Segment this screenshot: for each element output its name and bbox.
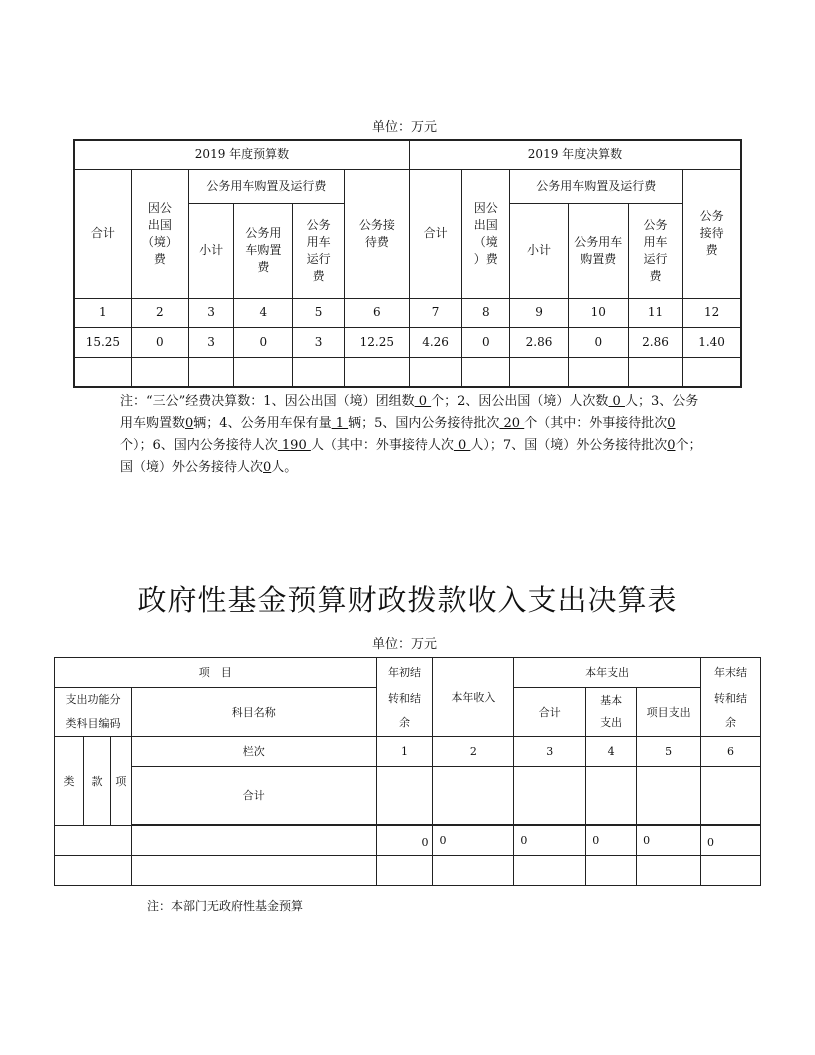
col-reception-final: 公务 接待 费 [683, 169, 741, 298]
zero-value: 0 [376, 826, 433, 856]
col-number: 2 [131, 298, 188, 327]
col-abroad-final: 因公 出国 （境 ）费 [462, 169, 510, 298]
col-total-final: 合计 [409, 169, 461, 298]
value-cell: 3 [189, 327, 234, 357]
value-cell: 4.26 [409, 327, 461, 357]
col-number: 3 [189, 298, 234, 327]
item-header: 项 目 [55, 658, 377, 688]
expense-group-header: 本年支出 [514, 658, 701, 688]
col-number: 8 [462, 298, 510, 327]
column-number-row [74, 298, 741, 327]
col-car-group-budget: 公务用车购置及运行费 [189, 169, 345, 203]
col-car-run-final: 公务 用车 运行 费 [628, 203, 682, 298]
zero-value: 0 [701, 826, 761, 856]
fund-table-title: 政府性基金预算财政拨款收入支出决算表 [137, 583, 678, 617]
zero-value: 0 [433, 826, 514, 856]
col-car-buy-final: 公务用车 购置费 [568, 203, 628, 298]
expense-total-header: 合计 [514, 688, 586, 737]
col-subtotal-budget: 小计 [189, 203, 234, 298]
expense-project-header: 项目支出 [637, 688, 701, 737]
row-number: 3 [514, 737, 586, 767]
col-reception-budget: 公务接 待费 [344, 169, 409, 298]
value-cell: 0 [568, 327, 628, 357]
zero-value: 0 [637, 826, 701, 856]
col-number: 6 [344, 298, 409, 327]
col-total-budget: 合计 [74, 169, 131, 298]
government-fund-table [54, 657, 761, 886]
empty-row [74, 357, 741, 387]
col-abroad-budget: 因公 出国 （境） 费 [131, 169, 188, 298]
col-number: 10 [568, 298, 628, 327]
name-header: 科目名称 [131, 688, 376, 737]
col-number: 4 [234, 298, 293, 327]
code-header: 支出功能分 类科目编码 [55, 688, 132, 737]
row-number: 5 [637, 737, 701, 767]
row-number: 6 [701, 737, 761, 767]
col-number: 11 [628, 298, 682, 327]
income-header: 本年收入 [433, 658, 514, 737]
value-row [74, 327, 741, 357]
row-number: 4 [586, 737, 637, 767]
col-number: 1 [74, 298, 131, 327]
three-public-note: 注：“三公”经费决算数：1、因公出国（境）团组数 0 个；2、因公出国（境）人次数 0 人；3、公务用车购置数0辆；4、公务用车保有量 1 辆；5、国内公务接待批次 20 个（其中：外事接待批次0个）；6、国内公务接待人次 190 人（其中：外事接待人次 0 人）；7、国（境）外公务接待批次0个；国（境）外公务接待人次0人。 [120, 394, 702, 475]
col-number: 12 [683, 298, 741, 327]
final-header: 2019 年度决算数 [409, 140, 741, 169]
col-car-run-budget: 公务 用车 运行 费 [293, 203, 344, 298]
col-number: 5 [293, 298, 344, 327]
budget-header: 2019 年度预算数 [74, 140, 409, 169]
col-kuan: 款 [83, 737, 110, 826]
begin-balance-header: 年初结 转和结 余 [376, 658, 433, 737]
fund-note: 注：本部门无政府性基金预算 [147, 899, 304, 913]
value-cell: 12.25 [344, 327, 409, 357]
expense-basic-header: 基本 支出 [586, 688, 637, 737]
value-cell: 2.86 [510, 327, 568, 357]
col-xiang: 项 [110, 737, 131, 826]
col-car-buy-budget: 公务用 车购置 费 [234, 203, 293, 298]
zero-row [55, 826, 761, 856]
row-number: 2 [433, 737, 514, 767]
row-number: 1 [376, 737, 433, 767]
value-cell: 0 [462, 327, 510, 357]
col-lei: 类 [55, 737, 84, 826]
value-cell: 15.25 [74, 327, 131, 357]
end-balance-header: 年末结 转和结 余 [701, 658, 761, 737]
value-cell: 3 [293, 327, 344, 357]
three-public-expense-table [73, 139, 742, 388]
col-car-group-final: 公务用车购置及运行费 [510, 169, 683, 203]
value-cell: 2.86 [628, 327, 682, 357]
col-number: 9 [510, 298, 568, 327]
zero-value: 0 [514, 826, 586, 856]
unit-label-bottom: 单位：万元 [372, 637, 438, 652]
zero-value: 0 [586, 826, 637, 856]
empty-row [55, 856, 761, 886]
unit-label-top: 单位：万元 [372, 120, 438, 135]
value-cell: 0 [234, 327, 293, 357]
col-subtotal-final: 小计 [510, 203, 568, 298]
value-cell: 0 [131, 327, 188, 357]
row-total-label: 合计 [131, 767, 376, 825]
value-cell: 1.40 [683, 327, 741, 357]
row-number-label: 栏次 [131, 737, 376, 767]
col-number: 7 [409, 298, 461, 327]
